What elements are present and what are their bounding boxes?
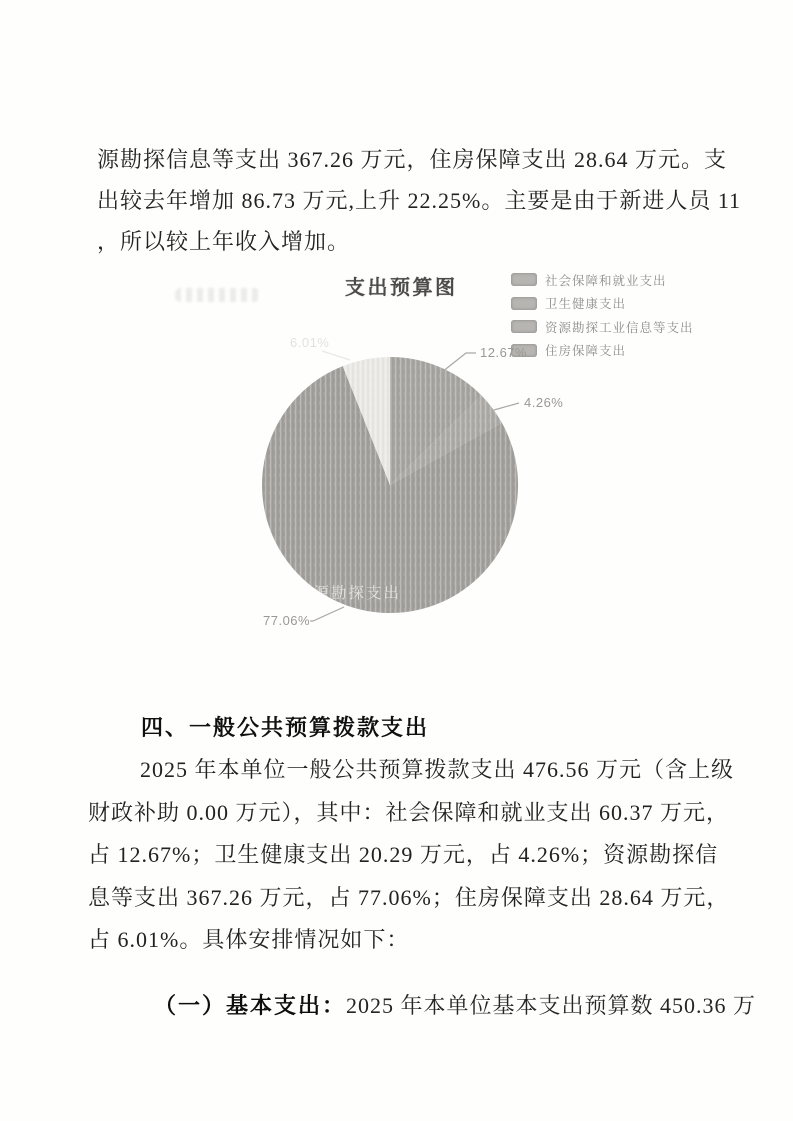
pie-inner-label: 资源勘探支出: [296, 585, 402, 602]
leader-line-zhufang: [322, 351, 350, 360]
legend-label: 资源勘探工业信息等支出: [545, 320, 694, 335]
leader-line-shebao: [442, 353, 476, 372]
basic-expenditure-label: （一）基本支出：: [154, 993, 347, 1018]
intro-paragraph: [97, 143, 742, 266]
pie-chart: [150, 320, 610, 665]
budget-paragraph: [88, 752, 735, 965]
legend-label: 卫生健康支出: [545, 297, 627, 312]
para-line: 2025 年本单位一般公共预算拨款支出 476.56 万元（含上级: [140, 757, 735, 782]
legend-item-shebao: [511, 268, 694, 292]
legend-label: 社会保障和就业支出: [545, 273, 667, 288]
pct-label-ziyuan: 77.06%: [263, 613, 311, 628]
pct-label-shebao: 12.67%: [480, 345, 528, 360]
legend-swatch-icon: [511, 297, 537, 310]
photocopy-smudge: [175, 288, 260, 302]
intro-line: ，所以较上年收入增加。: [97, 229, 351, 254]
basic-expenditure-line: [88, 963, 757, 1046]
legend-item-weisheng: [511, 292, 694, 316]
para-line: 息等支出 367.26 万元，占 77.06%；住房保障支出 28.64 万元，: [88, 884, 730, 910]
section-heading: 四、一般公共预算拨款支出: [141, 715, 430, 740]
pct-label-zhufang: 6.01%: [290, 335, 330, 350]
chart-title: 支出预算图: [345, 277, 458, 299]
scan-texture-overlay: [262, 357, 518, 613]
pct-label-weisheng: 4.26%: [524, 395, 564, 410]
leader-line-weisheng: [494, 403, 519, 410]
basic-expenditure-text: 2025 年本单位基本支出预算数 450.36 万: [346, 993, 757, 1018]
legend-label: 住房保障支出: [545, 344, 627, 359]
legend-swatch-icon: [511, 273, 537, 286]
para-line: 财政补助 0.00 万元），其中：社会保障和就业支出 60.37 万元，: [88, 799, 730, 825]
para-line: 占 12.67%；卫生健康支出 20.29 万元，占 4.26%；资源勘探信: [88, 842, 719, 867]
intro-line: 出较去年增加 86.73 万元,上升 22.25%。主要是由于新进人员 11: [97, 188, 742, 213]
intro-line: 源勘探信息等支出 367.26 万元，住房保障支出 28.64 万元。支: [97, 147, 728, 172]
leader-line-ziyuan: [310, 607, 344, 621]
para-line: 占 6.01%。具体安排情况如下：: [88, 927, 410, 952]
